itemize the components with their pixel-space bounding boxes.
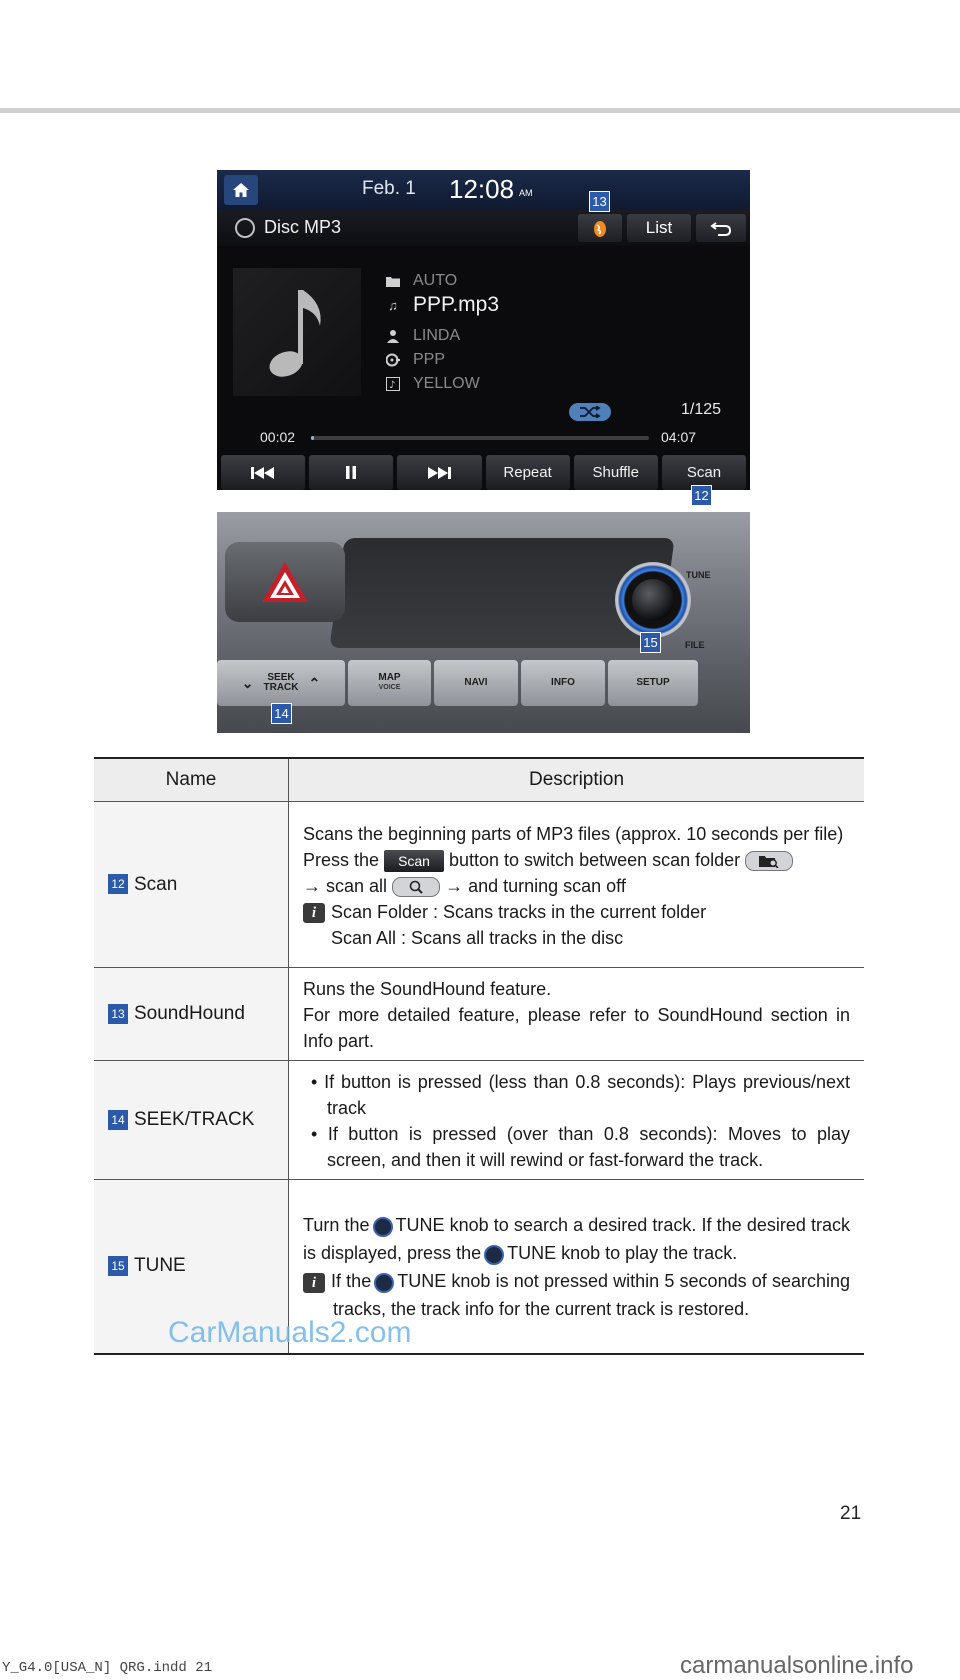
back-arrow-icon (710, 220, 732, 236)
navi-key[interactable]: NAVI (434, 660, 518, 706)
status-date: Feb. 1 (362, 178, 416, 199)
row-description (289, 802, 865, 968)
row-name-cell (94, 968, 289, 1061)
setup-key[interactable]: SETUP (608, 660, 698, 706)
scan-folder-icon (745, 851, 793, 871)
skip-back-icon (251, 467, 275, 479)
table-row (94, 968, 864, 1061)
callout-14: 14 (271, 703, 292, 724)
seek-up-icon: ⌃ (308, 675, 321, 691)
callout-12: 12 (691, 485, 712, 506)
seek-bullet-1: • If button is pressed (less than 0.8 seconds): Plays previous/next track (311, 1072, 851, 1118)
row-number-badge: 12 (108, 874, 128, 894)
artist-row (385, 325, 460, 347)
tune-knob[interactable] (615, 562, 691, 638)
next-track-button[interactable] (397, 455, 481, 490)
row-number-badge: 14 (108, 1110, 128, 1130)
track-count: 1/125 (681, 401, 722, 418)
scan-all-icon (392, 877, 440, 897)
elapsed-time: 00:02 (260, 429, 296, 445)
disc-icon (235, 218, 255, 238)
control-panel-photo (217, 512, 750, 733)
tune-desc: Turn the TUNE knob to search a desired track. If the desired track is displayed, press the TUNE knob to play the track. (303, 1215, 850, 1264)
artist-icon (385, 328, 401, 344)
hard-key-row (217, 660, 750, 710)
tune-knob-icon (484, 1245, 504, 1265)
row-number-badge: 15 (108, 1256, 128, 1276)
folder-name: AUTO (413, 272, 458, 289)
repeat-button[interactable]: Repeat (486, 455, 570, 490)
title-bar (217, 210, 750, 246)
page-number: 21 (840, 1503, 862, 1524)
list-button[interactable]: List (627, 214, 691, 242)
album-name: PPP (413, 351, 446, 368)
hazard-triangle-icon (260, 560, 310, 604)
seek-down-icon: ⌄ (241, 675, 254, 691)
genre-row (385, 373, 480, 395)
scan-press-line: Press the Scan button to switch between scan folder (303, 847, 850, 873)
genre-icon (385, 376, 401, 392)
shuffle-indicator (569, 403, 611, 421)
inline-scan-button: Scan (384, 850, 444, 872)
track-name: PPP.mp3 (413, 293, 499, 316)
top-rule (0, 108, 960, 113)
watermark: CarManuals2.com (168, 1316, 412, 1349)
status-bar (217, 170, 750, 210)
home-icon (232, 182, 250, 198)
row-name: SEEK/TRACK (134, 1109, 255, 1130)
seek-track-label: SEEK TRACK (263, 672, 299, 693)
scan-button[interactable]: Scan (662, 455, 746, 490)
seek-track-key[interactable] (217, 660, 345, 706)
soundhound-desc-2: For more detailed feature, please refer to SoundHound section in Info part. (303, 1005, 850, 1051)
footer-site: carmanualsonline.info (680, 1652, 914, 1679)
table-row (94, 1061, 864, 1180)
table-header-row (94, 758, 864, 802)
playback-button-bar (217, 455, 750, 490)
total-time: 04:07 (661, 429, 697, 445)
album-row (385, 349, 445, 371)
home-button[interactable] (224, 175, 258, 205)
album-art (233, 268, 361, 396)
seek-bullet-2: • If button is pressed (over than 0.8 seconds): Moves to play screen, and then it will rewind or fast-forward the track. (311, 1124, 850, 1170)
row-name: SoundHound (134, 1003, 245, 1024)
svg-text:♪: ♪ (389, 380, 396, 391)
file-label: FILE (685, 640, 705, 650)
head-unit-screen (217, 170, 750, 490)
scan-desc-text: Scans the beginning parts of MP3 files (approx. 10 seconds per file) (303, 823, 844, 844)
row-description (289, 968, 865, 1061)
scan-note-all: Scan All : Scans all tracks in the disc (331, 927, 624, 948)
back-button[interactable] (696, 214, 746, 242)
callout-15: 15 (640, 632, 661, 653)
info-icon: i (303, 903, 325, 923)
info-key[interactable]: INFO (521, 660, 605, 706)
map-voice-key[interactable] (348, 660, 431, 706)
folder-icon (385, 273, 401, 289)
row-name-cell (94, 1061, 289, 1180)
status-time: 12:08 (449, 174, 515, 204)
row-description (289, 1061, 865, 1180)
prev-track-button[interactable] (221, 455, 305, 490)
album-disc-icon (385, 352, 401, 368)
map-voice-label: MAP VOICE (378, 672, 401, 691)
header-name: Name (94, 758, 289, 802)
callout-13: 13 (589, 191, 610, 212)
genre-name: YELLOW (413, 375, 480, 392)
tune-knob-icon (374, 1273, 394, 1293)
tune-knob-icon (373, 1217, 393, 1237)
footer-file-name: Y_G4.0[USA_N] QRG.indd 21 (2, 1660, 213, 1676)
soundhound-desc-1: Runs the SoundHound feature. (303, 979, 552, 999)
row-name-cell (94, 802, 289, 968)
description-table (94, 757, 864, 1355)
scan-all-line: → scan all → and turning scan off (303, 875, 626, 896)
tune-note: i If the TUNE knob is not pressed within 5 seconds of searching tracks, the track info for the current track is restored. (303, 1267, 850, 1323)
progress-fill (311, 436, 314, 440)
track-row (385, 294, 499, 316)
row-name: Scan (134, 873, 178, 895)
scan-note-folder: i Scan Folder : Scans tracks in the current folder (303, 899, 850, 925)
pause-button[interactable] (309, 455, 393, 490)
tune-label: TUNE (686, 570, 711, 580)
shuffle-button[interactable]: Shuffle (574, 455, 658, 490)
source-title: Disc MP3 (264, 217, 342, 237)
hazard-button[interactable] (225, 542, 345, 622)
header-description: Description (289, 758, 865, 802)
pause-icon (345, 466, 357, 479)
artist-name: LINDA (413, 327, 461, 344)
status-ampm: AM (519, 188, 533, 198)
soundhound-button[interactable] (578, 214, 622, 242)
table-row (94, 802, 864, 968)
soundhound-icon (592, 218, 608, 238)
info-icon: i (303, 1273, 325, 1293)
folder-row (385, 270, 457, 292)
row-name: TUNE (134, 1255, 186, 1277)
music-note-icon (262, 282, 332, 382)
track-note-icon: ♫ (388, 297, 398, 313)
progress-bar[interactable] (311, 436, 649, 440)
knob-cap-icon (631, 578, 675, 622)
row-number-badge: 13 (108, 1004, 128, 1024)
skip-forward-icon (427, 467, 451, 479)
shuffle-icon (579, 406, 601, 418)
